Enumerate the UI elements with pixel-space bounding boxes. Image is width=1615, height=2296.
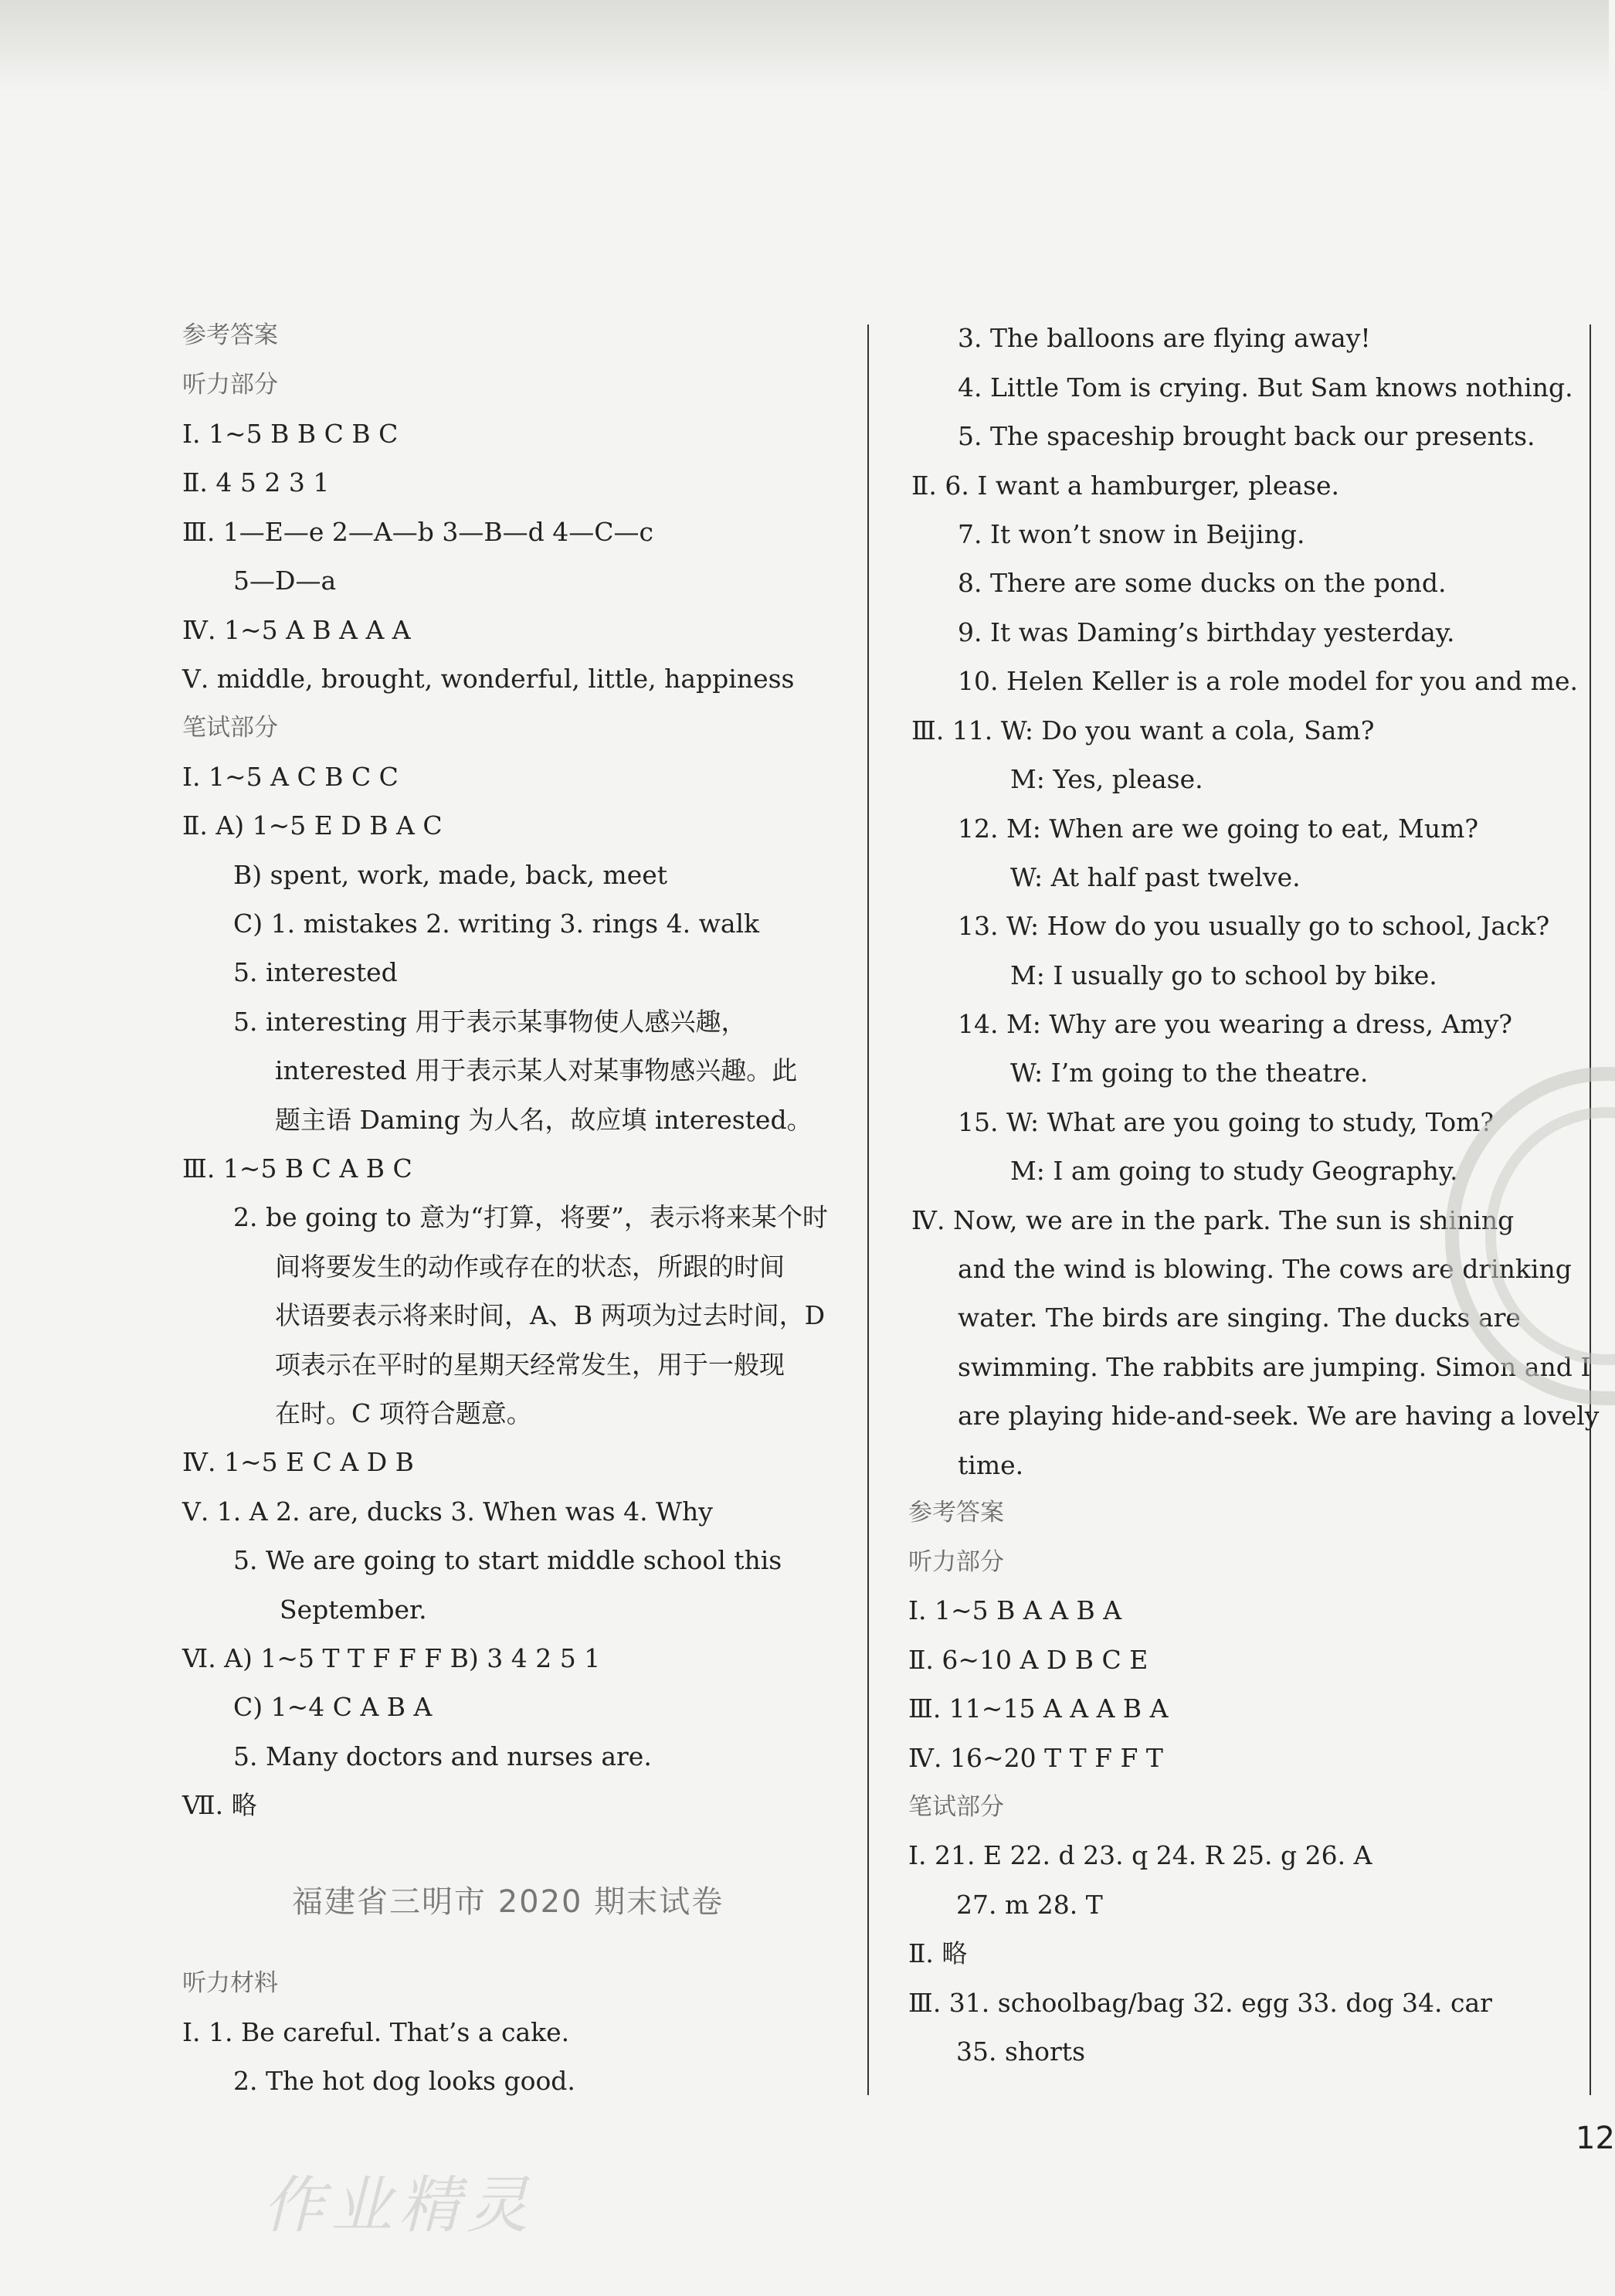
answer-line: 27. m 28. T [956,1890,1103,1920]
passage-line: time. [958,1450,1024,1480]
passage-line: water. The birds are singing. The ducks are [958,1303,1521,1333]
explanation-line: 2. be going to 意为“打算，将要”，表示将来某个时 [233,1202,828,1232]
answer-line: Ⅲ. 1—E—e 2—A—b 3—B—d 4—C—c [182,517,653,547]
passage-line: Ⅳ. Now, we are in the park. The sun is shining [911,1205,1515,1235]
dialogue-line: 14. M: Why are you wearing a dress, Amy? [958,1009,1512,1039]
answer-line: B) spent, work, made, back, meet [233,860,668,890]
answer-line: Ⅲ. 1~5 B C A B C [182,1153,412,1184]
written-heading: 笔试部分 [182,714,278,742]
material-line: 10. Helen Keller is a role model for you and me. [958,666,1578,696]
answer-line: 35. shorts [956,2036,1085,2067]
dialogue-line: M: I usually go to school by bike. [1010,960,1437,990]
answer-line: Ⅳ. 16~20 T T F F T [908,1743,1163,1773]
material-line: Ⅱ. 6. I want a hamburger, please. [911,470,1339,501]
answers-heading: 参考答案 [908,1499,1004,1527]
answer-line: Ⅳ. 1~5 A B A A A [182,615,411,645]
exam-title: 福建省三明市 2020 期末试卷 [292,1884,724,1920]
explanation-line: 项表示在平时的星期天经常发生，用于一般现 [275,1350,785,1380]
written-heading: 笔试部分 [908,1793,1004,1821]
answer-line: Ⅱ. 略 [908,1938,968,1968]
dialogue-line: 13. W: How do you usually go to school, Jack? [958,911,1550,941]
watermark: 作业精灵 [263,2169,534,2241]
answer-line: 5. interested [233,957,398,987]
answer-line: Ⅱ. 4 5 2 3 1 [182,467,330,498]
answers-heading: 参考答案 [182,321,278,349]
answer-line: C) 1. mistakes 2. writing 3. rings 4. walk [233,909,760,939]
material-line: 4. Little Tom is crying. But Sam knows nothing. [958,372,1573,402]
answer-line: Ⅳ. 1~5 E C A D B [182,1447,414,1477]
answer-line: Ⅱ. A) 1~5 E D B A C [182,810,443,841]
material-line: 8. There are some ducks on the pond. [958,568,1447,598]
material-heading: 听力材料 [182,1969,278,1997]
answer-line: Ⅴ. 1. A 2. are, ducks 3. When was 4. Why [182,1496,713,1527]
listening-heading: 听力部分 [908,1548,1004,1576]
answer-line: 5. Many doctors and nurses are. [233,1741,652,1771]
dialogue-line: M: I am going to study Geography. [1010,1156,1458,1186]
answer-line: Ⅲ. 31. schoolbag/bag 32. egg 33. dog 34. car [908,1988,1492,2018]
material-line: Ⅰ. 1. Be careful. That’s a cake. [182,2017,570,2047]
answer-line: 5—D—a [233,566,337,596]
material-line: 9. It was Daming’s birthday yesterday. [958,617,1455,647]
page-number: 12 [1576,2121,1615,2156]
explanation-line: 在时。C 项符合题意。 [275,1398,532,1428]
explanation-line: 题主语 Daming 为人名，故应填 interested。 [275,1105,813,1135]
answer-line: Ⅰ. 21. E 22. d 23. q 24. R 25. g 26. A [908,1840,1372,1870]
explanation-line: interested 用于表示某人对某事物感兴趣。此 [275,1055,798,1085]
answer-line: Ⅰ. 1~5 B A A B A [908,1595,1122,1625]
answer-line: Ⅵ. A) 1~5 T T F F F B) 3 4 2 5 1 [182,1643,601,1673]
passage-line: swimming. The rabbits are jumping. Simon and I [958,1352,1591,1382]
material-line: 7. It won’t snow in Beijing. [958,519,1305,549]
material-line: 3. The balloons are flying away! [958,323,1371,353]
passage-line: are playing hide-and-seek. We are having a lovely [958,1401,1600,1431]
answer-line: Ⅰ. 1~5 A C B C C [182,762,399,792]
dialogue-line: M: Yes, please. [1010,764,1203,794]
stamp-watermark-icon [1421,1004,1609,1483]
answer-line: Ⅲ. 11~15 A A A B A [908,1693,1169,1724]
explanation-line: 状语要表示将来时间，A、B 两项为过去时间，D [275,1300,826,1330]
passage-line: and the wind is blowing. The cows are drinking [958,1254,1572,1284]
material-line: 5. The spaceship brought back our presents. [958,421,1535,451]
dialogue-line: W: At half past twelve. [1010,862,1301,892]
dialogue-line: 15. W: What are you going to study, Tom? [958,1107,1495,1137]
answer-line: Ⅶ. 略 [182,1790,257,1820]
answer-line: Ⅰ. 1~5 B B C B C [182,419,399,449]
explanation-line: 间将要发生的动作或存在的状态，所跟的时间 [275,1252,785,1282]
dialogue-line: 12. M: When are we going to eat, Mum? [958,813,1479,844]
page-top-shade [0,0,1609,93]
column-divider [867,324,869,2095]
answer-line: Ⅴ. middle, brought, wonderful, little, happiness [182,664,795,694]
answer-line: September. [280,1595,427,1625]
answer-line: C) 1~4 C A B A [233,1692,433,1722]
answer-line: 5. We are going to start middle school this [233,1545,782,1575]
dialogue-line: Ⅲ. 11. W: Do you want a cola, Sam? [911,715,1375,746]
dialogue-line: W: I’m going to the theatre. [1010,1058,1369,1088]
explanation-line: 5. interesting 用于表示某事物使人感兴趣， [233,1007,747,1037]
material-line: 2. The hot dog looks good. [233,2066,575,2096]
listening-heading: 听力部分 [182,371,278,399]
answer-line: Ⅱ. 6~10 A D B C E [908,1645,1148,1675]
